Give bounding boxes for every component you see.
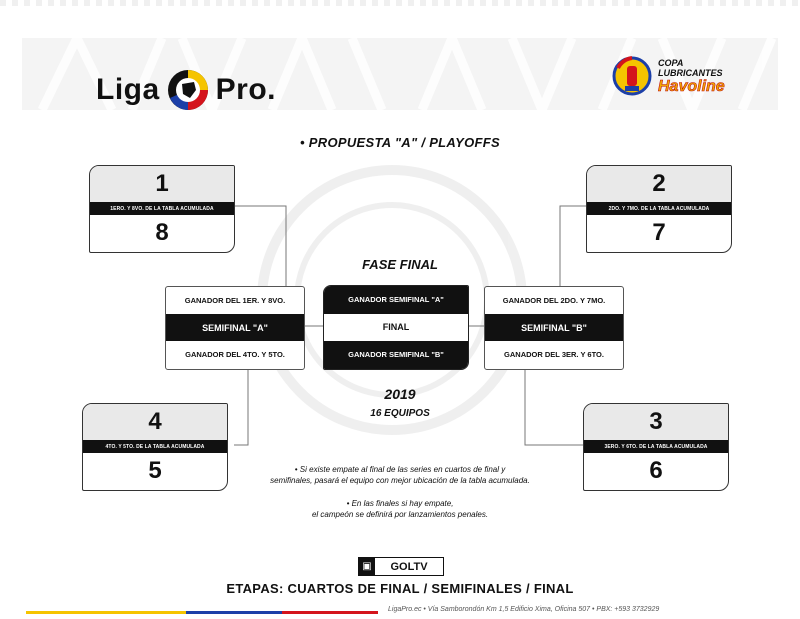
semifinal-entry: GANADOR DEL 1ER. Y 8VO. — [184, 296, 286, 305]
seed-number: 5 — [148, 457, 162, 484]
footer-stripe-blue — [186, 611, 282, 614]
season-year: 2019 — [384, 386, 416, 402]
seed-box-2-7 — [586, 165, 732, 253]
seed-number: 8 — [155, 219, 169, 246]
page-title: • PROPUESTA "A" / PLAYOFFS — [300, 135, 500, 150]
seed-description: 2DO. Y 7MO. DE LA TABLA ACUMULADA — [587, 202, 731, 215]
seed-description: 4TO. Y 5TO. DE LA TABLA ACUMULADA — [83, 440, 227, 453]
semifinal-label: SEMIFINAL "B" — [485, 314, 623, 341]
seed-number: 2 — [587, 166, 731, 202]
note-line: • Si existe empate al final de las series en cuartos de final y — [294, 465, 506, 474]
seed-description: 3ERO. Y 6TO. DE LA TABLA ACUMULADA — [584, 440, 728, 453]
footer-stripe-red — [282, 611, 378, 614]
seed-number: 7 — [652, 219, 666, 246]
goltv-logo — [358, 557, 444, 576]
copa-line2: LUBRICANTES — [658, 68, 723, 78]
footer-stripe-yellow — [26, 611, 186, 614]
havoline-wordmark: Havoline — [658, 78, 725, 95]
teams-count: 16 EQUIPOS — [370, 408, 430, 419]
final-block — [323, 285, 469, 370]
final-phase-heading: FASE FINAL — [362, 257, 438, 272]
semifinal-a-block — [165, 286, 305, 370]
note-line: • En las finales si hay empate, — [346, 499, 454, 508]
logo-pro-text: Pro. — [215, 73, 277, 106]
copa-line1: COPA — [658, 58, 684, 68]
seed-box-1-8 — [89, 165, 235, 253]
final-label: FINAL — [382, 322, 410, 333]
note-line: el campeón se definirá por lanzamientos penales. — [311, 510, 489, 519]
note-line: semifinales, pasará el equipo con mejor ubicación de la tabla acumulada. — [270, 476, 530, 485]
seed-number: 6 — [649, 457, 663, 484]
semifinal-entry: GANADOR DEL 2DO. Y 7MO. — [502, 296, 606, 305]
semifinal-b-block — [484, 286, 624, 370]
seed-number: 1 — [90, 166, 234, 202]
footer-contact: LigaPro.ec • Vía Samborondón Km 1,5 Edificio Xima, Oficina 507 • PBX: +593 3732929 — [388, 606, 660, 613]
logo-liga-text: Liga — [96, 73, 160, 106]
stages-caption: ETAPAS: CUARTOS DE FINAL / SEMIFINALES / FINAL — [226, 581, 574, 596]
tiebreak-note — [0, 464, 800, 486]
seed-description: 1ERO. Y 8VO. DE LA TABLA ACUMULADA — [90, 202, 234, 215]
final-tiebreak-note — [0, 498, 800, 520]
semifinal-entry: GANADOR DEL 4TO. Y 5TO. — [185, 350, 285, 359]
seed-number: 4 — [83, 404, 227, 440]
goltv-icon: ▣ — [359, 558, 375, 575]
semifinal-label: SEMIFINAL "A" — [166, 314, 304, 341]
goltv-text: GOLTV — [390, 560, 428, 573]
seed-number: 3 — [584, 404, 728, 440]
final-entry: GANADOR SEMIFINAL "A" — [324, 286, 468, 314]
final-entry: GANADOR SEMIFINAL "B" — [324, 341, 468, 369]
semifinal-entry: GANADOR DEL 3ER. Y 6TO. — [504, 350, 604, 359]
